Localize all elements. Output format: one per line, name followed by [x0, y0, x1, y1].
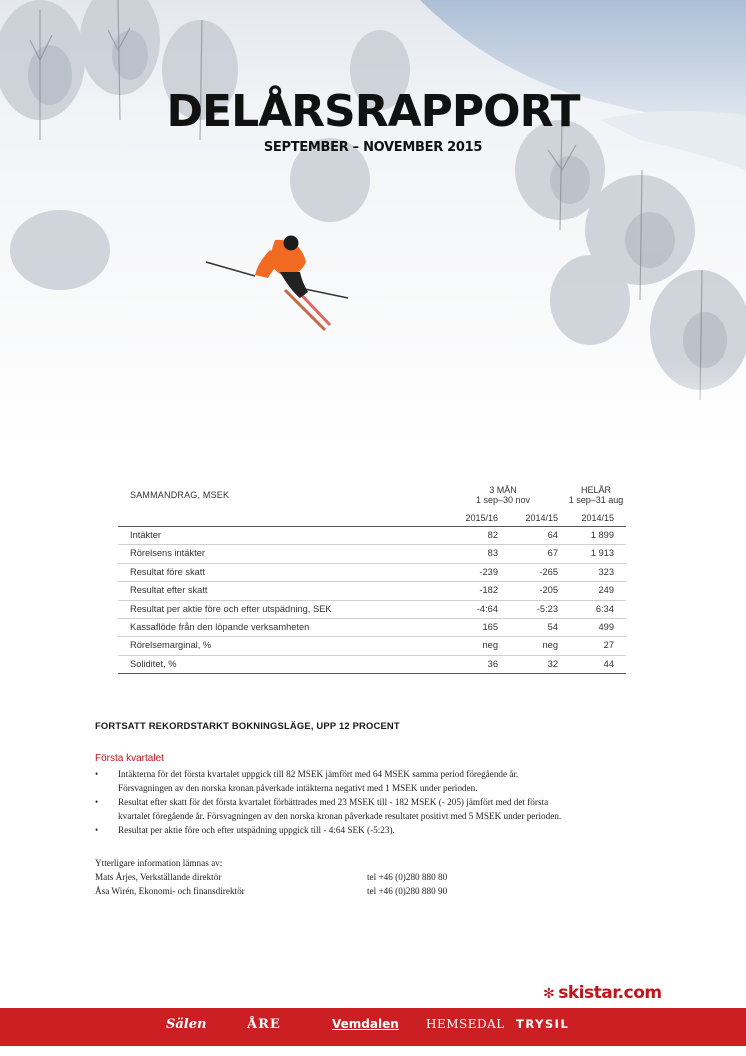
- contact-intro: Ytterligare information lämnas av:: [95, 858, 223, 868]
- row-label: Resultat före skatt: [130, 566, 205, 577]
- list-item: [95, 767, 675, 795]
- year-col-1: 2015/16: [465, 513, 498, 523]
- table-row: [118, 527, 626, 544]
- table-row: [118, 618, 626, 636]
- cover-photo: [0, 0, 746, 478]
- row-label: Kassaflöde från den löpande verksamheten: [130, 621, 310, 632]
- contact-row: [95, 884, 448, 898]
- report-period: SEPTEMBER – NOVEMBER 2015: [263, 140, 483, 155]
- row-value: 64: [547, 530, 558, 540]
- bullet-list: [95, 767, 675, 837]
- row-value: 6:34: [595, 603, 614, 614]
- year-col-2: 2014/15: [525, 513, 558, 523]
- table-row: [118, 581, 626, 599]
- bottom-margin: [0, 1046, 746, 1056]
- group-3m-title: 3 MÅN: [489, 485, 517, 495]
- row-value: neg: [482, 640, 498, 651]
- group-full-year: [564, 485, 628, 505]
- table-row: [118, 563, 626, 581]
- row-value: 27: [603, 640, 614, 651]
- summary-table: [118, 482, 626, 674]
- row-value: 36: [487, 658, 498, 669]
- report-body: [95, 720, 675, 896]
- row-value: -182: [479, 585, 498, 596]
- row-value: 54: [547, 621, 558, 632]
- row-value: -239: [479, 566, 498, 577]
- summary-header: [118, 482, 626, 526]
- row-value: 32: [547, 658, 558, 669]
- bullet-icon: •: [95, 769, 99, 779]
- bullet-line: kvartalet föregående år. Försvagningen av den norska kronan påverkade resultatet positivt med 5 MSEK under perioden.: [118, 811, 562, 821]
- group-3m-range: 1 sep–30 nov: [475, 495, 531, 505]
- contact-name: Mats Årjes, Verkställande direktör: [95, 872, 222, 882]
- row-value: neg: [542, 640, 558, 651]
- bullet-icon: •: [95, 797, 99, 807]
- logo-text: skistar.com: [558, 983, 662, 1003]
- row-value: 82: [487, 530, 498, 540]
- row-value: -205: [539, 585, 558, 596]
- destination-vemdalen: Vemdalen: [332, 1017, 399, 1031]
- row-value: -4:64: [476, 603, 498, 614]
- row-value: 44: [603, 658, 614, 669]
- skistar-logo: [543, 983, 662, 1003]
- table-row: [118, 544, 626, 562]
- skier-icon: [206, 236, 348, 331]
- destination-hemsedal: HEMSEDAL: [426, 1017, 505, 1031]
- row-value: 165: [482, 621, 498, 632]
- table-row: [118, 655, 626, 673]
- row-value: 1 899: [590, 530, 614, 540]
- destination-are: ÅRE: [247, 1017, 281, 1032]
- row-value: -5:23: [536, 603, 558, 614]
- contact-name: Åsa Wirén, Ekonomi- och finansdirektör: [95, 886, 245, 896]
- bullet-icon: •: [95, 825, 99, 835]
- row-label: Rörelsens intäkter: [130, 548, 205, 559]
- table-row: [118, 600, 626, 618]
- report-title: DELÅRSRAPPORT: [166, 86, 580, 137]
- row-value: 323: [598, 566, 614, 577]
- bullet-line: Intäkterna för det första kvartalet uppgick till 82 MSEK jämfört med 64 MSEK samma period föregående år.: [118, 769, 519, 779]
- section-title: Första kvartalet: [95, 753, 164, 764]
- row-value: 83: [487, 548, 498, 559]
- destination-salen: Sälen: [166, 1017, 207, 1032]
- row-value: 499: [598, 621, 614, 632]
- skier-photo-illustration: [0, 0, 746, 478]
- group-year-title: HELÅR: [580, 485, 611, 495]
- row-label: Resultat efter skatt: [130, 585, 208, 596]
- bullet-line: Resultat efter skatt för det första kvartalet förbättrades med 23 MSEK till - 182 MSEK (- 205) jämfört med det första: [118, 797, 549, 807]
- bullet-line: Resultat per aktie före och efter utspädning uppgick till - 4:64 SEK (-5:23).: [118, 825, 395, 835]
- group-year-range: 1 sep–31 aug: [568, 495, 624, 505]
- row-label: Intäkter: [130, 530, 162, 540]
- destinations-bar: [0, 1008, 746, 1046]
- contact-phone: tel +46 (0)280 880 80: [367, 872, 448, 882]
- row-value: 1 913: [590, 548, 614, 559]
- row-label: Soliditet, %: [130, 658, 177, 669]
- contact-phone: tel +46 (0)280 880 90: [367, 886, 448, 896]
- row-label: Rörelsemarginal, %: [130, 640, 212, 651]
- destination-trysil: TRYSIL: [516, 1017, 570, 1031]
- row-label: Resultat per aktie före och efter utspädning, SEK: [130, 603, 332, 614]
- table-row: [118, 636, 626, 654]
- contact-info: [95, 856, 448, 898]
- contact-row: [95, 870, 448, 884]
- snowflake-icon: ✻: [543, 986, 555, 1002]
- bullet-line: Försvagningen av den norska kronan påverkade intäkterna negativt med 1 MSEK under perioden.: [118, 783, 478, 793]
- summary-rows: [118, 526, 626, 674]
- row-value: -265: [539, 566, 558, 577]
- row-value: 249: [598, 585, 614, 596]
- group-3-months: [438, 485, 568, 505]
- headline: FORTSATT REKORDSTARKT BOKNINGSLÄGE, UPP 12 PROCENT: [95, 720, 400, 731]
- summary-label: SAMMANDRAG, MSEK: [130, 490, 230, 500]
- year-col-3: 2014/15: [581, 513, 614, 523]
- row-value: 67: [547, 548, 558, 559]
- list-item: [95, 795, 675, 823]
- list-item: [95, 823, 675, 837]
